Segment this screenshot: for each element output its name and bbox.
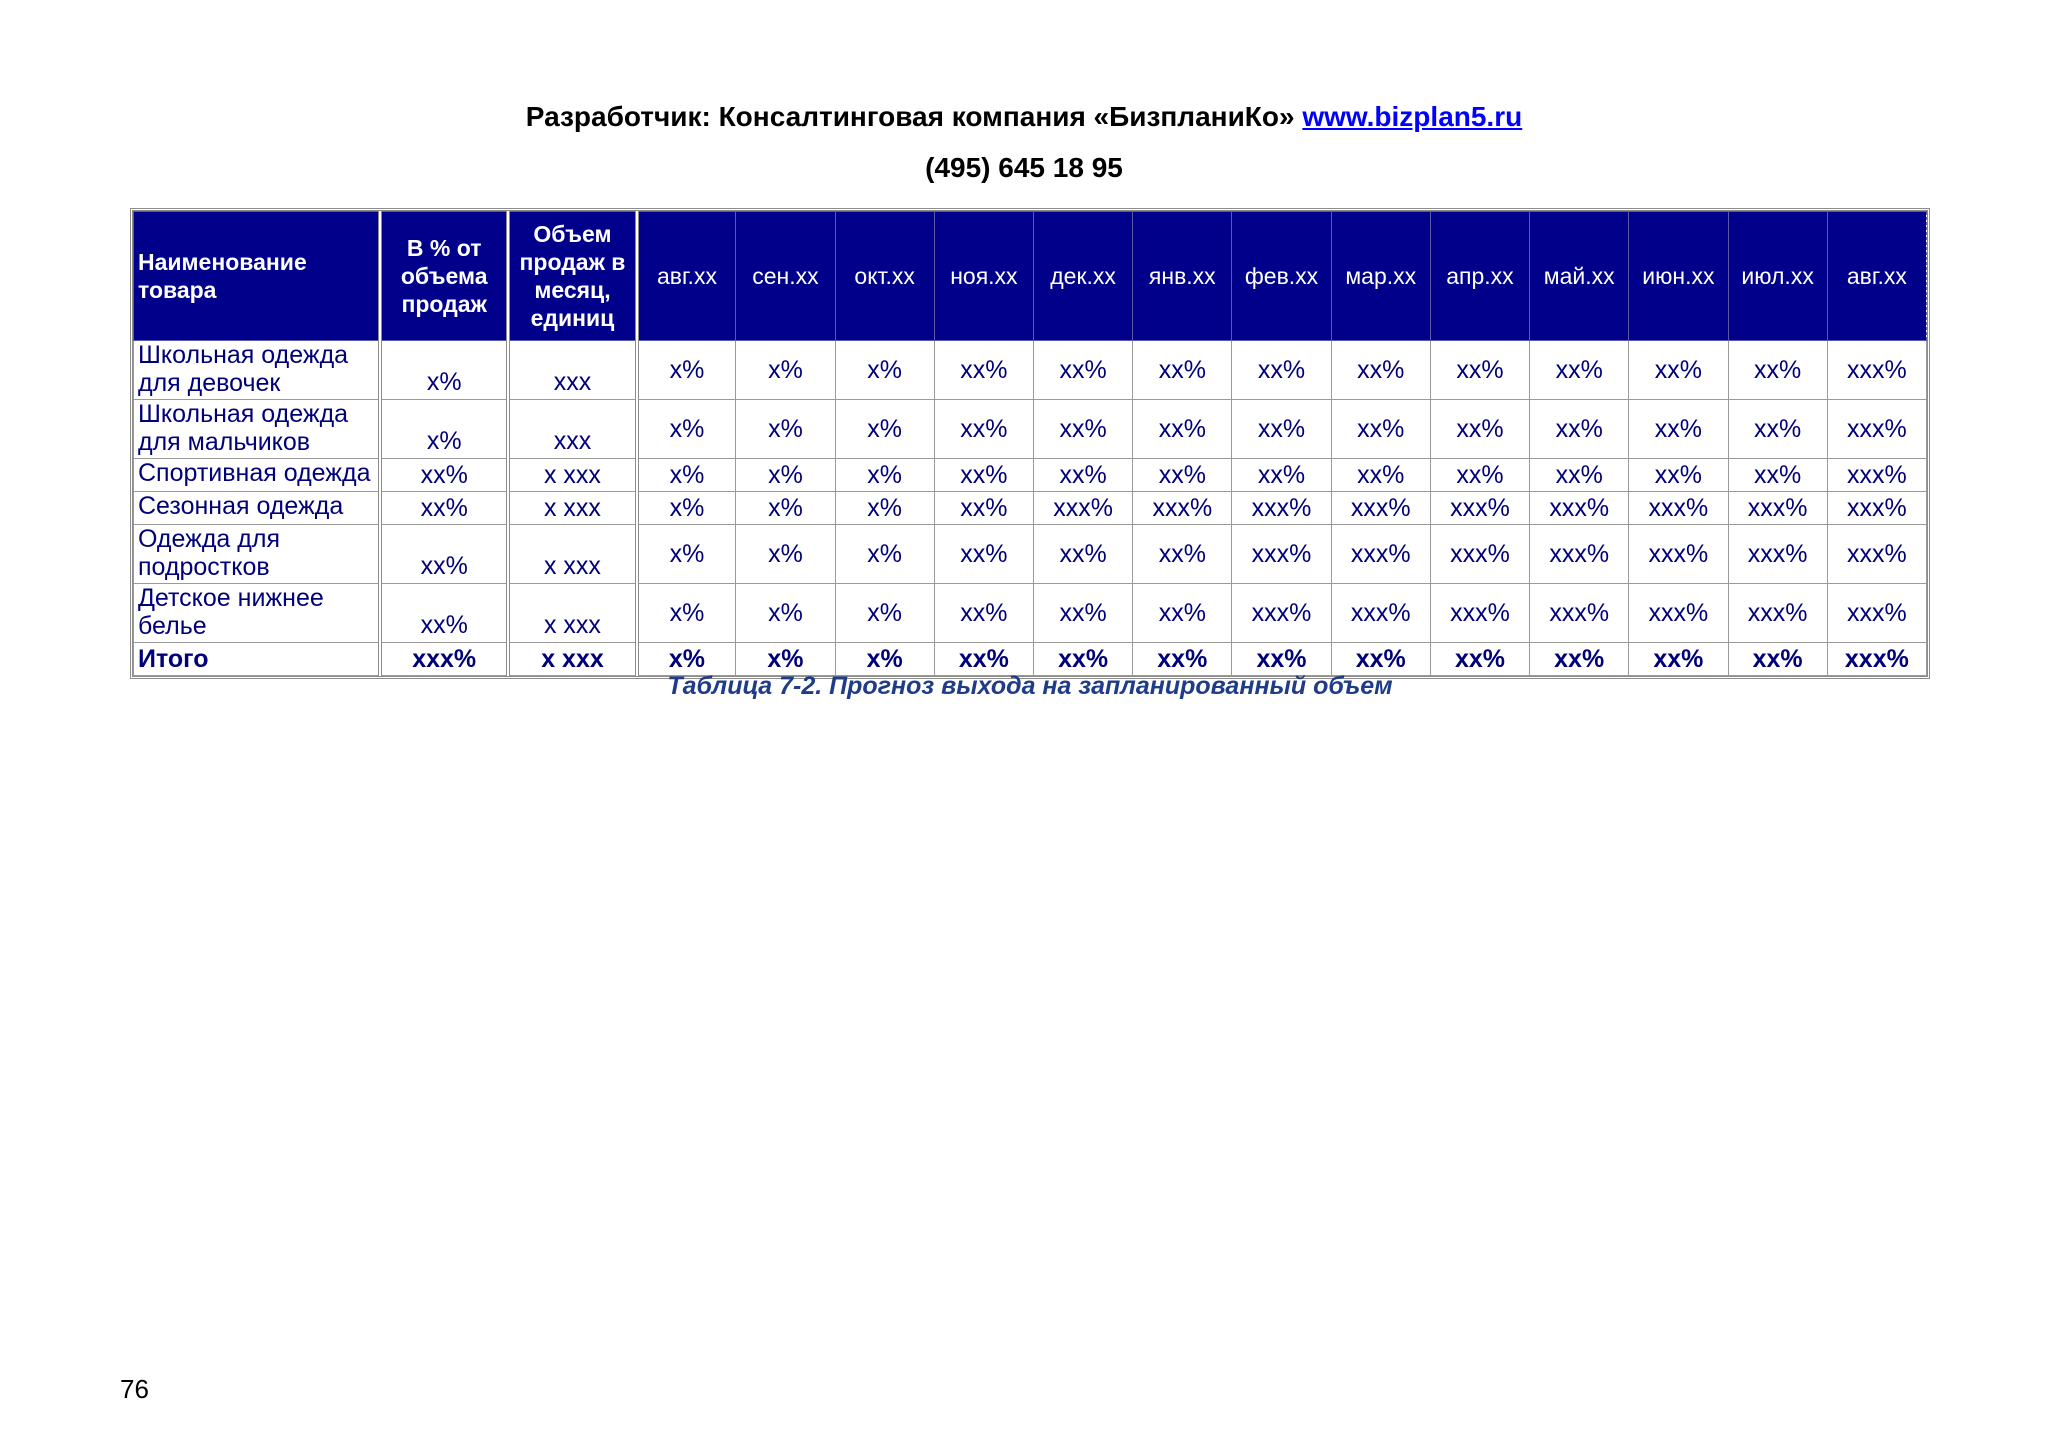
table-cell: хх% bbox=[1430, 341, 1529, 400]
table-cell: хх% bbox=[1133, 643, 1232, 676]
table-cell: хх% bbox=[1232, 341, 1331, 400]
table-cell: хх% bbox=[1331, 341, 1430, 400]
table-cell: хх% bbox=[1331, 400, 1430, 459]
table-cell: хх% bbox=[1530, 459, 1629, 492]
table-cell: хх% bbox=[1530, 400, 1629, 459]
table-cell: хх% bbox=[1728, 400, 1827, 459]
table-cell: х% bbox=[637, 492, 736, 525]
table-cell: хх% bbox=[1033, 459, 1132, 492]
website-link[interactable]: www.bizplan5.ru bbox=[1302, 101, 1523, 132]
table-cell: хх% bbox=[934, 643, 1033, 676]
table-cell: хх% bbox=[1629, 643, 1728, 676]
column-header: Объем продаж в месяц, единиц bbox=[508, 212, 636, 341]
table-cell: ххх% bbox=[1530, 584, 1629, 643]
table-cell: х% bbox=[637, 525, 736, 584]
table-cell: х% bbox=[637, 643, 736, 676]
table-cell: х% bbox=[736, 584, 835, 643]
column-header: авг.хх bbox=[1827, 212, 1926, 341]
table-cell: х% bbox=[736, 341, 835, 400]
table-cell: х% bbox=[637, 400, 736, 459]
table-cell: хх% bbox=[934, 525, 1033, 584]
table-cell: х% bbox=[736, 643, 835, 676]
table-cell: ххх bbox=[508, 341, 636, 400]
table-cell: х% bbox=[380, 400, 508, 459]
table-cell: ххх% bbox=[1430, 492, 1529, 525]
table-cell: х ххх bbox=[508, 459, 636, 492]
table-cell: х% bbox=[835, 400, 934, 459]
table-cell: хх% bbox=[1629, 400, 1728, 459]
table-cell: х% bbox=[637, 459, 736, 492]
product-name-cell: Школьная одежда для мальчиков bbox=[134, 400, 381, 459]
table-cell: хх% bbox=[1033, 341, 1132, 400]
table-cell: хх% bbox=[1728, 341, 1827, 400]
product-name-cell: Школьная одежда для девочек bbox=[134, 341, 381, 400]
page-number: 76 bbox=[120, 1374, 149, 1404]
table-cell: хх% bbox=[1133, 584, 1232, 643]
table-cell: хх% bbox=[1133, 400, 1232, 459]
table-cell: хх% bbox=[1033, 584, 1132, 643]
table-cell: хх% bbox=[1629, 459, 1728, 492]
table-cell: ххх% bbox=[1331, 492, 1430, 525]
table-cell: ххх% bbox=[1827, 584, 1926, 643]
column-header: авг.хх bbox=[637, 212, 736, 341]
table-cell: ххх% bbox=[1728, 492, 1827, 525]
table-cell: ххх% bbox=[1033, 492, 1132, 525]
table-cell: хх% bbox=[1232, 400, 1331, 459]
column-header: ноя.хх bbox=[934, 212, 1033, 341]
table-cell: хх% bbox=[1133, 341, 1232, 400]
table-cell: хх% bbox=[1728, 643, 1827, 676]
table-cell: ххх% bbox=[1331, 525, 1430, 584]
product-name-cell: Сезонная одежда bbox=[134, 492, 381, 525]
table-row bbox=[134, 492, 1927, 525]
table-cell: ххх% bbox=[1827, 643, 1926, 676]
table-cell: хх% bbox=[934, 584, 1033, 643]
column-header: окт.хх bbox=[835, 212, 934, 341]
table-cell: ххх% bbox=[1728, 525, 1827, 584]
table-cell: ххх% bbox=[1629, 525, 1728, 584]
product-name-cell: Спортивная одежда bbox=[134, 459, 381, 492]
table-cell: х% bbox=[380, 341, 508, 400]
column-header: В % от объема продаж bbox=[380, 212, 508, 341]
column-header: янв.хх bbox=[1133, 212, 1232, 341]
table-cell: ххх% bbox=[1629, 492, 1728, 525]
table-cell: х% bbox=[835, 584, 934, 643]
table-cell: ххх% bbox=[1430, 525, 1529, 584]
table-cell: ххх% bbox=[1530, 525, 1629, 584]
table-header-row bbox=[134, 212, 1927, 341]
column-header: Наименование товара bbox=[134, 212, 381, 341]
table-cell: х ххх bbox=[508, 525, 636, 584]
product-name-cell: Итого bbox=[134, 643, 381, 676]
product-name-cell: Детское нижнее белье bbox=[134, 584, 381, 643]
table-cell: хх% bbox=[1530, 643, 1629, 676]
table-cell: ххх% bbox=[1728, 584, 1827, 643]
table-cell: хх% bbox=[1331, 459, 1430, 492]
table-cell: хх% bbox=[934, 341, 1033, 400]
phone-number: (495) 645 18 95 bbox=[925, 152, 1123, 183]
table-cell: ххх% bbox=[1827, 400, 1926, 459]
table-row bbox=[134, 459, 1927, 492]
table-cell: ххх% bbox=[1331, 584, 1430, 643]
total-row bbox=[134, 643, 1927, 676]
table-cell: хх% bbox=[1530, 341, 1629, 400]
table-cell: х ххх bbox=[508, 584, 636, 643]
table-cell: ххх% bbox=[1827, 525, 1926, 584]
column-header: июн.хх bbox=[1629, 212, 1728, 341]
table-cell: ххх% bbox=[1232, 492, 1331, 525]
table-cell: хх% bbox=[380, 584, 508, 643]
table-cell: ххх% bbox=[1430, 584, 1529, 643]
table-cell: хх% bbox=[1728, 459, 1827, 492]
table-cell: х% bbox=[736, 459, 835, 492]
table-row bbox=[134, 400, 1927, 459]
table-cell: х% bbox=[835, 341, 934, 400]
table-cell: х% bbox=[835, 459, 934, 492]
table-cell: хх% bbox=[1133, 459, 1232, 492]
forecast-table bbox=[133, 211, 1927, 676]
developer-header bbox=[0, 101, 2048, 133]
column-header: фев.хх bbox=[1232, 212, 1331, 341]
table-cell: ххх% bbox=[1133, 492, 1232, 525]
table-row bbox=[134, 525, 1927, 584]
table-cell: хх% bbox=[1133, 525, 1232, 584]
table-cell: хх% bbox=[380, 492, 508, 525]
table-cell: ххх% bbox=[1827, 492, 1926, 525]
table-caption: Таблица 7-2. Прогноз выхода на запланированный объем bbox=[667, 672, 1393, 700]
table-cell: хх% bbox=[1430, 459, 1529, 492]
table-cell: хх% bbox=[1033, 643, 1132, 676]
table-cell: ххх bbox=[508, 400, 636, 459]
table-cell: хх% bbox=[934, 400, 1033, 459]
table-cell: х ххх bbox=[508, 492, 636, 525]
table-cell: ххх% bbox=[1827, 341, 1926, 400]
product-name-cell: Одежда для подростков bbox=[134, 525, 381, 584]
table-cell: х% bbox=[637, 584, 736, 643]
table-cell: хх% bbox=[934, 492, 1033, 525]
table-cell: х% bbox=[835, 643, 934, 676]
table-cell: ххх% bbox=[1629, 584, 1728, 643]
column-header: июл.хх bbox=[1728, 212, 1827, 341]
table-cell: хх% bbox=[1033, 400, 1132, 459]
table-cell: ххх% bbox=[380, 643, 508, 676]
table-cell: хх% bbox=[1629, 341, 1728, 400]
table-cell: хх% bbox=[1232, 643, 1331, 676]
column-header: май.хх bbox=[1530, 212, 1629, 341]
column-header: апр.хх bbox=[1430, 212, 1529, 341]
table-cell: ххх% bbox=[1232, 525, 1331, 584]
forecast-table-frame bbox=[130, 208, 1930, 679]
table-cell: хх% bbox=[1430, 400, 1529, 459]
table-cell: х% bbox=[736, 492, 835, 525]
table-cell: ххх% bbox=[1232, 584, 1331, 643]
table-row bbox=[134, 584, 1927, 643]
table-cell: х% bbox=[736, 525, 835, 584]
table-cell: х ххх bbox=[508, 643, 636, 676]
table-cell: х% bbox=[736, 400, 835, 459]
table-cell: хх% bbox=[1430, 643, 1529, 676]
table-cell: хх% bbox=[1331, 643, 1430, 676]
table-cell: хх% bbox=[380, 459, 508, 492]
column-header: сен.хх bbox=[736, 212, 835, 341]
table-cell: хх% bbox=[380, 525, 508, 584]
table-cell: хх% bbox=[1033, 525, 1132, 584]
column-header: дек.хх bbox=[1033, 212, 1132, 341]
table-cell: х% bbox=[835, 525, 934, 584]
table-cell: х% bbox=[835, 492, 934, 525]
table-cell: ххх% bbox=[1530, 492, 1629, 525]
table-cell: х% bbox=[637, 341, 736, 400]
developer-text: Разработчик: Консалтинговая компания «БизпланиКо» bbox=[525, 101, 1295, 132]
table-cell: хх% bbox=[934, 459, 1033, 492]
column-header: мар.хх bbox=[1331, 212, 1430, 341]
table-row bbox=[134, 341, 1927, 400]
table-cell: хх% bbox=[1232, 459, 1331, 492]
table-cell: ххх% bbox=[1827, 459, 1926, 492]
